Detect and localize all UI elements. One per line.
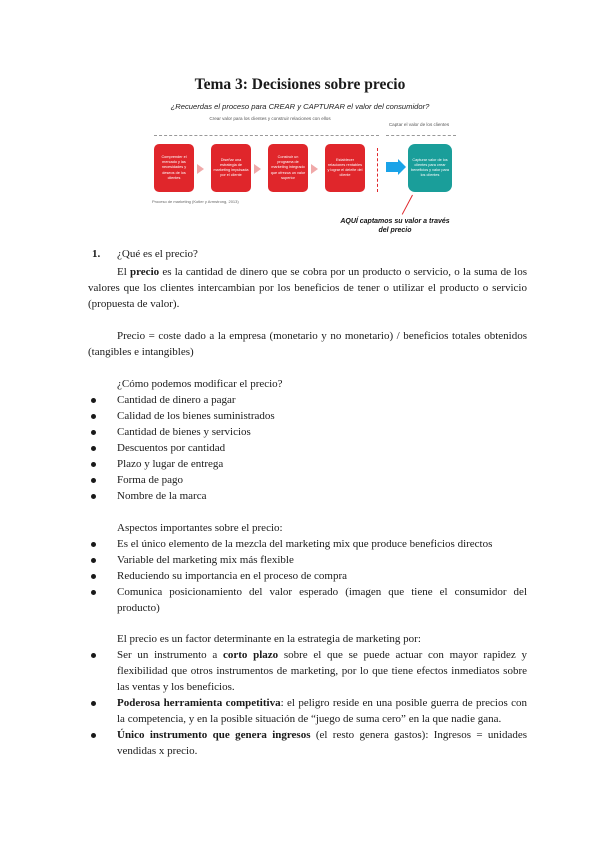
list-item: Comunica posicionamiento del valor esperado (imagen que tiene el consumidor del producto) bbox=[88, 584, 527, 616]
capture-span-divider bbox=[386, 135, 456, 136]
text: sobre el que se puede actuar con mayor rapidez y flexibilidad que otros instrumentos de marketing, por lo que tiene efectos inmediatos sobre las ventas y los beneficios. bbox=[117, 649, 528, 693]
annotation-pointer-line bbox=[402, 195, 413, 215]
diagram-source-caption: Proceso de marketing (Kotler y Armstrong, 2013) bbox=[152, 199, 239, 204]
list-item: Cantidad de dinero a pagar bbox=[88, 392, 527, 408]
list-item: Reduciendo su importancia en el proceso de compra bbox=[88, 568, 527, 584]
list-item: Cantidad de bienes y servicios bbox=[88, 424, 527, 440]
list-item bbox=[88, 727, 527, 759]
arrow-right-icon bbox=[197, 164, 204, 174]
list-item: Nombre de la marca bbox=[88, 488, 527, 504]
section-heading bbox=[92, 248, 198, 260]
diagram-annotation: AQUÍ captamos su valor a través del precio bbox=[340, 218, 450, 235]
step-box-1: Comprender el mercado y las necesidades y deseos de los clientes bbox=[154, 144, 194, 192]
text: El bbox=[117, 266, 130, 278]
step-box-3: Construir un programa de marketing integrado que ofrezca un valor superior bbox=[268, 144, 308, 192]
section-title: ¿Qué es el precio? bbox=[117, 248, 198, 260]
step-box-5: Capturar valor de los clientes para crear beneficios y valor para los clientes bbox=[408, 144, 452, 192]
price-formula: Precio = coste dado a la empresa (monetario y no monetario) / beneficios totales obtenidos (tangibles e intangibles) bbox=[88, 330, 527, 358]
factor-intro: El precio es un factor determinante en la estrategia de marketing por: bbox=[117, 633, 421, 645]
factor-section bbox=[88, 631, 527, 759]
list-item bbox=[88, 695, 527, 727]
list-item: Calidad de los bienes suministrados bbox=[88, 408, 527, 424]
modify-intro: ¿Cómo podemos modificar el precio? bbox=[117, 378, 283, 390]
page-title: Tema 3: Decisiones sobre precio bbox=[194, 76, 406, 93]
aspects-intro: Aspectos importantes sobre el precio: bbox=[117, 522, 283, 534]
definition-paragraph bbox=[88, 264, 527, 312]
create-span-divider bbox=[154, 135, 379, 136]
bold-term: precio bbox=[130, 266, 160, 278]
text: Ser un instrumento a bbox=[117, 649, 223, 661]
text: es la cantidad de dinero que se cobra por un producto o servicio, o la suma de los valores que los clientes intercambian por los beneficios de tener o utilizar el producto o servicio (propuesta de valor). bbox=[88, 266, 528, 310]
bold-term: Único instrumento que genera ingresos bbox=[117, 729, 311, 741]
stage-divider-line bbox=[377, 148, 378, 192]
arrow-right-icon bbox=[254, 164, 261, 174]
modify-list bbox=[88, 392, 527, 504]
list-item bbox=[88, 647, 527, 695]
aspects-section bbox=[88, 520, 527, 616]
list-item: Es el único elemento de la mezcla del marketing mix que produce beneficios directos bbox=[88, 536, 527, 552]
step-box-2: Diseñar una estrategia de marketing impulsada por el cliente bbox=[211, 144, 251, 192]
bold-term: corto plazo bbox=[222, 649, 279, 661]
arrow-right-icon bbox=[311, 164, 318, 174]
list-item: Forma de pago bbox=[88, 472, 527, 488]
arrow-right-blue-icon bbox=[386, 162, 398, 172]
formula-paragraph bbox=[88, 328, 527, 360]
list-item: Descuentos por cantidad bbox=[88, 440, 527, 456]
marketing-process-diagram bbox=[140, 98, 460, 248]
diagram-question: ¿Recuerdas el proceso para CREAR y CAPTURAR el valor del consumidor? bbox=[170, 102, 430, 111]
aspects-list bbox=[88, 536, 527, 616]
list-item: Variable del marketing mix más flexible bbox=[88, 552, 527, 568]
modify-price-section bbox=[88, 376, 527, 504]
step-box-4: Establecer relaciones rentables y lograr el deleite del cliente bbox=[325, 144, 365, 192]
text: : el peligro reside en una posible guerra de precios con la competencia, y en la posible situación de “juego de suma cero” en la que nadie gana. bbox=[117, 697, 527, 725]
section-number: 1. bbox=[92, 248, 101, 260]
capture-value-label: Captar el valor de los clientes bbox=[388, 122, 450, 127]
factor-list bbox=[88, 647, 527, 759]
create-value-label: Crear valor para los clientes y construir relaciones con ellos bbox=[209, 116, 331, 121]
list-item: Plazo y lugar de entrega bbox=[88, 456, 527, 472]
bold-term: Poderosa herramienta competitiva bbox=[117, 697, 281, 709]
text: (el resto genera gastos): Ingresos = unidades vendidas x precio. bbox=[117, 729, 527, 757]
